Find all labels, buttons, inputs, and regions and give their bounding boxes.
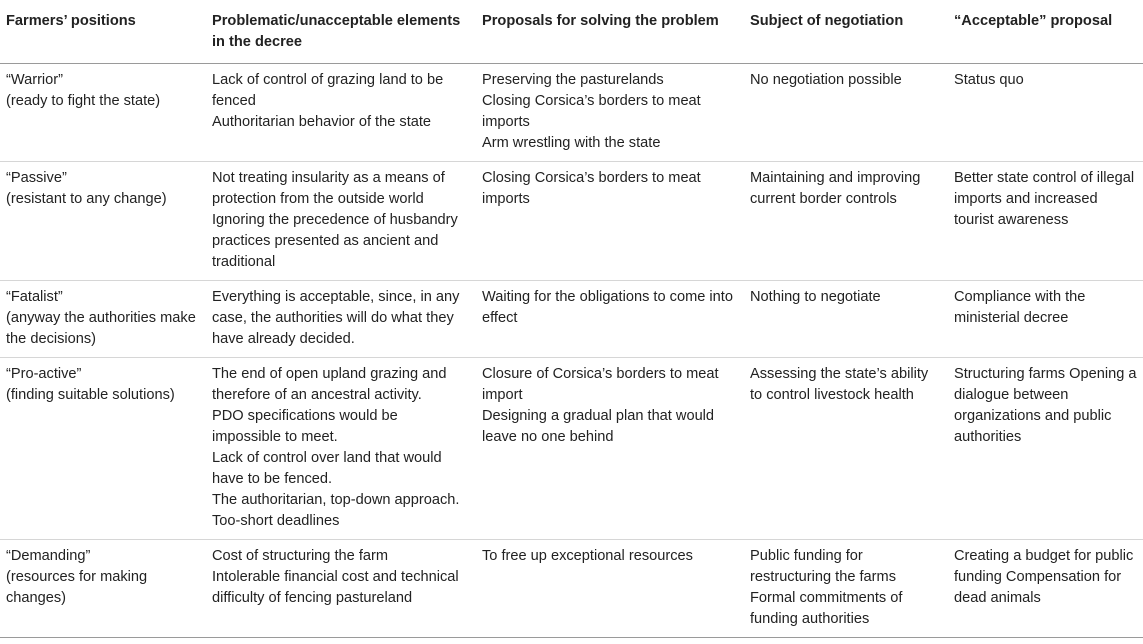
- cell-acceptable: [948, 162, 1143, 281]
- cell-acceptable-line: Compliance with the ministerial decree: [954, 289, 1086, 326]
- cell-negotiation-line: Assessing the state’s ability to control livestock health: [750, 366, 929, 403]
- cell-negotiation-line: Nothing to negotiate: [750, 289, 881, 305]
- cell-position-line: “Passive”: [6, 170, 67, 186]
- cell-negotiation-line: Formal commitments of funding authorities: [750, 590, 903, 627]
- cell-acceptable: [948, 358, 1143, 540]
- cell-problems-line: Ignoring the precedence of husbandry practices presented as ancient and traditional: [212, 212, 458, 270]
- table-body: [0, 64, 1143, 638]
- cell-problems-line: Cost of structuring the farm: [212, 548, 389, 564]
- cell-negotiation: [744, 281, 948, 358]
- cell-acceptable-line: Structuring farms Opening a dialogue between organizations and public authorities: [954, 366, 1137, 445]
- cell-proposals: [476, 540, 744, 638]
- cell-position: [0, 64, 206, 162]
- cell-proposals-line: To free up exceptional resources: [482, 548, 693, 564]
- table-row: [0, 281, 1143, 358]
- cell-problems: [206, 162, 476, 281]
- header-positions: Farmers’ positions: [0, 0, 206, 64]
- table-header: [0, 0, 1143, 64]
- cell-acceptable-line: Creating a budget for public funding Compensation for dead animals: [954, 548, 1134, 606]
- cell-problems-line: PDO specifications would be impossible to meet.: [212, 408, 398, 445]
- cell-negotiation: [744, 358, 948, 540]
- header-row: [0, 0, 1143, 64]
- header-problems: Problematic/unacceptable elements in the decree: [206, 0, 476, 64]
- table-row: [0, 358, 1143, 540]
- cell-position-line: “Pro-active”: [6, 366, 82, 382]
- cell-acceptable: [948, 64, 1143, 162]
- cell-problems: [206, 281, 476, 358]
- header-proposals: Proposals for solving the problem: [476, 0, 744, 64]
- cell-acceptable: [948, 540, 1143, 638]
- header-negotiation: Subject of negotiation: [744, 0, 948, 64]
- cell-negotiation: [744, 162, 948, 281]
- cell-problems-line: The authoritarian, top-down approach.: [212, 492, 460, 508]
- cell-negotiation: [744, 64, 948, 162]
- cell-proposals-line: Closing Corsica’s borders to meat imports: [482, 93, 701, 130]
- cell-position-line: “Demanding”: [6, 548, 91, 564]
- cell-position-line: (anyway the authorities make the decisions): [6, 310, 196, 347]
- cell-acceptable-line: Status quo: [954, 72, 1024, 88]
- cell-negotiation-line: Maintaining and improving current border controls: [750, 170, 921, 207]
- cell-acceptable-line: Better state control of illegal imports and increased tourist awareness: [954, 170, 1135, 228]
- cell-problems-line: The end of open upland grazing and therefore of an ancestral activity.: [212, 366, 447, 403]
- cell-problems-line: Lack of control over land that would have to be fenced.: [212, 450, 442, 487]
- cell-proposals: [476, 64, 744, 162]
- cell-problems-line: Authoritarian behavior of the state: [212, 114, 432, 130]
- cell-proposals-line: Designing a gradual plan that would leave no one behind: [482, 408, 715, 445]
- cell-acceptable: [948, 281, 1143, 358]
- cell-position-line: (finding suitable solutions): [6, 387, 175, 403]
- header-acceptable: “Acceptable” proposal: [948, 0, 1143, 64]
- cell-negotiation: [744, 540, 948, 638]
- cell-position: [0, 358, 206, 540]
- cell-problems-line: Not treating insularity as a means of protection from the outside world: [212, 170, 445, 207]
- cell-position: [0, 281, 206, 358]
- cell-proposals: [476, 358, 744, 540]
- cell-proposals-line: Arm wrestling with the state: [482, 135, 661, 151]
- cell-problems-line: Lack of control of grazing land to be fenced: [212, 72, 444, 109]
- cell-problems-line: Everything is acceptable, since, in any case, the authorities will do what they have already decided.: [212, 289, 460, 347]
- cell-proposals-line: Closing Corsica’s borders to meat imports: [482, 170, 701, 207]
- cell-problems-line: Intolerable financial cost and technical difficulty of fencing pastureland: [212, 569, 459, 606]
- table-row: [0, 64, 1143, 162]
- cell-problems: [206, 64, 476, 162]
- table-row: [0, 540, 1143, 638]
- cell-position-line: “Warrior”: [6, 72, 64, 88]
- cell-position-line: (resistant to any change): [6, 191, 167, 207]
- cell-position-line: “Fatalist”: [6, 289, 63, 305]
- cell-proposals-line: Waiting for the obligations to come into effect: [482, 289, 733, 326]
- cell-problems: [206, 358, 476, 540]
- cell-position-line: (resources for making changes): [6, 569, 148, 606]
- cell-problems: [206, 540, 476, 638]
- cell-proposals-line: Closure of Corsica’s borders to meat import: [482, 366, 719, 403]
- table-row: [0, 162, 1143, 281]
- cell-position: [0, 162, 206, 281]
- cell-position-line: (ready to fight the state): [6, 93, 161, 109]
- cell-negotiation-line: Public funding for restructuring the farms: [750, 548, 896, 585]
- cell-negotiation-line: No negotiation possible: [750, 72, 902, 88]
- cell-proposals: [476, 162, 744, 281]
- cell-problems-line: Too-short deadlines: [212, 513, 340, 529]
- cell-position: [0, 540, 206, 638]
- cell-proposals: [476, 281, 744, 358]
- cell-proposals-line: Preserving the pasturelands: [482, 72, 664, 88]
